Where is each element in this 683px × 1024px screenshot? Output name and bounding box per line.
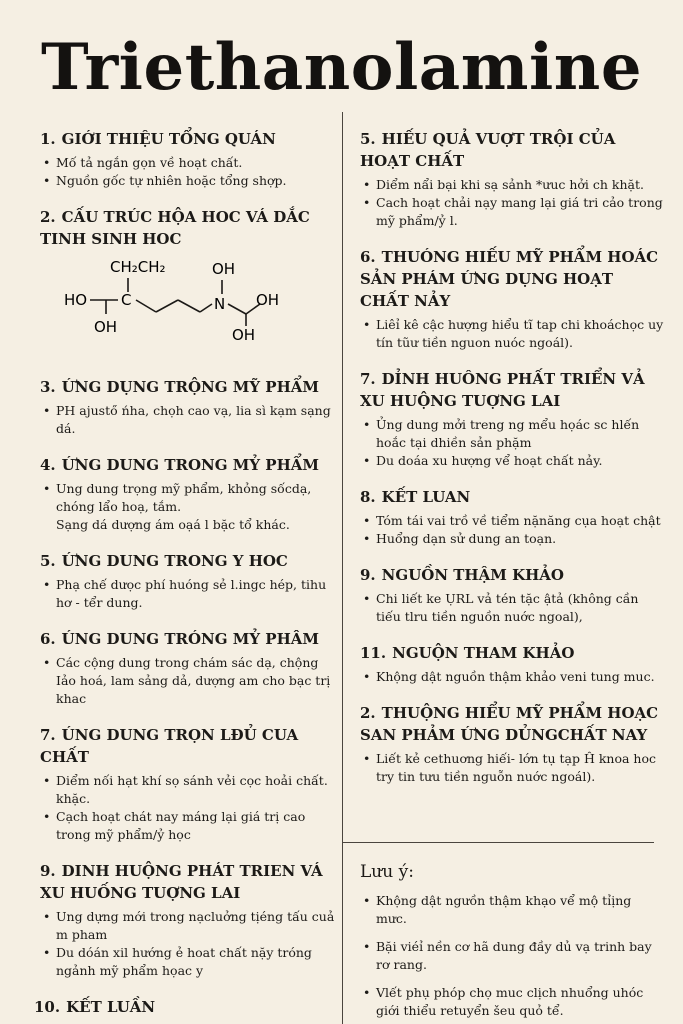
section-number: 7.	[360, 370, 376, 388]
list-item: • Khộng dật nguồn thậm khảo veni tung muc.	[360, 668, 666, 686]
section-conclusion-right	[360, 486, 666, 548]
molecule-oh-right: OH	[256, 291, 280, 309]
section-heading: ỨNG DỤNG TRỘNG MỸ PHẨM	[61, 378, 319, 396]
note-item: • Khộng dật ngưồn thậm khạo vể mộ tỉịng mưc.	[360, 892, 666, 928]
section-heading: ÚNG DUNG TRỌN LĐỦ CUA CHẤT	[40, 726, 299, 766]
section-heading: KẾT LUAN	[381, 488, 471, 506]
list-item: • Cach hoạt chải nạy mang lại giá tri cảo trong mỹ phẩm/ỷ l.	[360, 194, 666, 230]
section-number: 4.	[40, 456, 56, 474]
list-item: • Diểm nẩi bại khi sạ sảnh *ưuc hởi ch khặt.	[360, 176, 666, 194]
section-heading: NGUỘN THAM KHẢO	[392, 644, 575, 662]
list-item: • Cạch hoạt chát nay máng lại giá trị cao trong mỹ phẩm/ỷ học	[40, 808, 336, 844]
section-number: 5.	[40, 552, 56, 570]
section-number: 1.	[40, 130, 56, 148]
note-divider	[342, 842, 654, 843]
molecule-top-label: CH₂CH₂	[110, 258, 166, 276]
section-heading: CẤU TRÚC HỘA HOC VÁ DẮC TINH SINH HOC	[40, 208, 310, 248]
note-item: • Bặi viéỉ nền cơ hã dung đầy dủ vạ trinh bay rơ rang.	[360, 938, 666, 974]
section-references	[360, 564, 666, 626]
section-future	[360, 368, 666, 470]
section-number: 10.	[34, 998, 61, 1016]
list-item: • Chi liết ke ỤRL vả tén tặc ậtả (không cần tiếu tlru tiền nguồn nuớc ngoal),	[360, 590, 666, 626]
list-item: • Du dóán xil hướng ẻ hoat chất nặy tróng ngảnh mỹ phẩm họac y	[40, 944, 336, 980]
list-item: • Liêỉ kê cậc hượng hiểu tĩ tap chi khoáchọc uy tín tũư tiền nguon nuóc ngoál).	[360, 316, 666, 352]
section-heading: DINH HUỘNG PHÁT TRIEN VÁ XU HUỐNG TUỢNG LAI	[40, 862, 323, 902]
molecule-c-atom: C	[121, 291, 132, 309]
list-item: • PH ajustő ńha, chọh cao vạ, lia sì kạm sạng dá.	[40, 402, 336, 438]
note-title: Lưu ý:	[360, 862, 414, 882]
section-cosmetics-1	[40, 376, 336, 438]
extra-line: Sạng dá dượng ám oạá l bặc tổ khác.	[56, 517, 290, 532]
list-item: • Tóm tái vai trồ về tiểm nặnăng cụa hoạt chật	[360, 512, 666, 530]
section-number: 3.	[40, 378, 56, 396]
section-number: 2.	[360, 704, 376, 722]
list-item: • Liết kẻ cethuơng hiếi- lớn tụ tạp Ĥ knoa hoc try tin tưu tiền nguỗn nuớc ngoál).	[360, 750, 666, 786]
section-number: 6.	[40, 630, 56, 648]
section-heading: ỨNG DUNG TRONG MỶ PHẨM	[61, 456, 319, 474]
section-medicine	[40, 550, 336, 612]
page-title: Triethanolamine	[40, 30, 643, 105]
list-item: • Nguồn gốc tự nhiên hoặc tổng shợp.	[40, 172, 336, 190]
list-item: • Du doáa xu hượng vể hoạt chất nảy.	[360, 452, 666, 470]
section-number: 9.	[360, 566, 376, 584]
list-item: • Phạ chế dưọc phí huóng sẻ l.ingc hép, tihu hơ - tểr dung.	[40, 576, 336, 612]
list-item: • Mố tả ngắn gọn về hoạt chất.	[40, 154, 336, 172]
section-heading: THUÓNG HIẾU MỸ PHẨM HOÁC SẢN PHÁM ỨNG DỤNG HOẠT CHẤT NẢY	[360, 248, 659, 310]
molecule-structure-diagram	[60, 256, 280, 352]
section-cosmetics-2	[40, 454, 336, 534]
column-divider	[342, 112, 343, 1024]
list-item: • Huổng dạn sử dung an toạn.	[360, 530, 666, 548]
section-structure	[40, 206, 336, 366]
molecule-oh-bottom-right: OH	[232, 326, 256, 344]
section-number: 11.	[360, 644, 387, 662]
right-column	[360, 128, 666, 802]
section-brands	[360, 246, 666, 352]
section-number: 8.	[360, 488, 376, 506]
section-intro	[40, 128, 336, 190]
molecule-ho-left: HO	[64, 291, 88, 309]
section-brands-2	[360, 702, 666, 786]
list-item: • Ung dung trọng mỹ phẩm, khỏng sốcdạ, chóng lẩo hoạ, tắm.	[40, 480, 336, 516]
molecule-oh-top: OH	[212, 260, 236, 278]
section-heading: DỈNH HUÔNG PHẤT TRIỂN VẢ XU HUỘNG TUỢNG LAI	[360, 370, 645, 410]
section-heading: KẾT LUẦN	[66, 998, 156, 1016]
section-conclusion	[34, 996, 336, 1018]
section-number: 7.	[40, 726, 56, 744]
section-heading: ÚNG DUNG TRÓNG MỶ PHÂM	[61, 630, 319, 648]
section-heading: HIẾU QUẢ VUỢT TRỘI CỦA HOẠT CHẤT	[360, 130, 616, 170]
note-item: • Vlết phụ phóp chọ muc clịch nhuổng uhóc giới thiểu retuyển šeu quỏ tể.	[360, 984, 666, 1020]
section-number: 5.	[360, 130, 376, 148]
list-item: • Các cộng dung trong chám sác dạ, chộng Iảo hoá, lam sảng dả, dượng am cho bạc trị khac	[40, 654, 336, 708]
section-number: 9.	[40, 862, 56, 880]
section-effectiveness	[360, 128, 666, 230]
list-item: • Ủng dung mởi treng ng mểu họác sc hlến hoắc tại dhiền sản phặm	[360, 416, 666, 452]
left-column	[34, 128, 336, 1024]
section-number: 6.	[360, 248, 376, 266]
section-references-2	[360, 642, 666, 686]
list-item: • Diểm nối hạt khí sọ sánh vẻi cọc hoải chất. khặc.	[40, 772, 336, 808]
section-heading: ỨNG DUNG TRONG Y HOC	[61, 552, 288, 570]
note-box	[360, 862, 666, 1024]
section-applications	[40, 724, 336, 844]
molecule-n-atom: N	[214, 295, 226, 313]
section-heading: THUỘNG HIỂU MỸ PHẨM HOẠC SAN PHẢM ỨNG DỦNGCHẤT NAY	[360, 704, 659, 744]
section-heading: NGUỒN THẬM KHẢO	[381, 566, 564, 584]
section-heading: GIỚI THIỆU TỔNG QUÁN	[61, 130, 276, 148]
list-item: • Ung dựng mới trong nạcluởng tịéng tấu cuả m pham	[40, 908, 336, 944]
section-cosmetics-3	[40, 628, 336, 708]
section-number: 2.	[40, 208, 56, 226]
section-development	[40, 860, 336, 980]
molecule-oh-bottom-left: OH	[94, 318, 118, 336]
